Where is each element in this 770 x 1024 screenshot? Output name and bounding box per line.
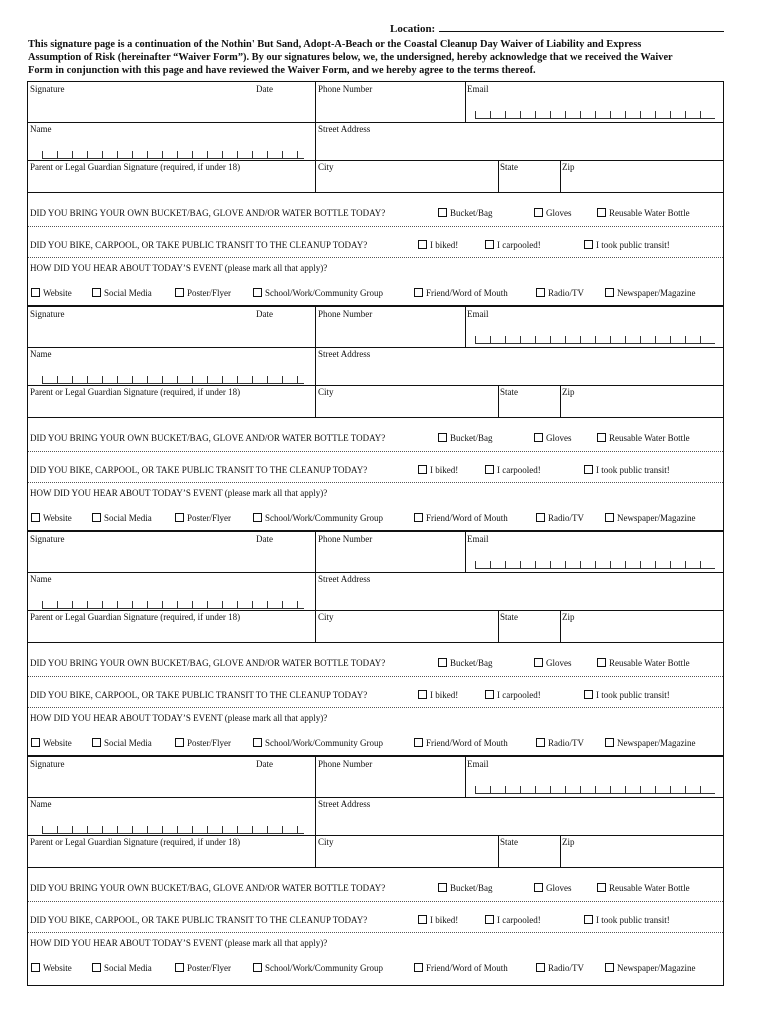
state-label: State	[500, 612, 518, 622]
state-label: State	[500, 387, 518, 397]
dotted-divider	[28, 676, 723, 677]
zip-divider	[560, 835, 561, 867]
checkbox[interactable]	[605, 513, 614, 522]
state-divider	[498, 610, 499, 642]
email-input[interactable]	[475, 336, 715, 344]
bucket-option[interactable]: Bucket/Bag	[438, 883, 493, 893]
transit-option[interactable]: I took public transit!	[584, 240, 670, 250]
state-divider	[498, 835, 499, 867]
name-input[interactable]	[42, 376, 304, 384]
carpooled-option[interactable]: I carpooled!	[485, 690, 541, 700]
row-divider	[28, 160, 723, 161]
gloves-option[interactable]: Gloves	[534, 658, 572, 668]
street-label: Street Address	[318, 799, 371, 809]
checkbox[interactable]	[414, 738, 423, 747]
row-divider	[28, 642, 723, 643]
name-input[interactable]	[42, 601, 304, 609]
newspaper-option[interactable]: Newspaper/Magazine	[605, 738, 695, 748]
date-label: Date	[256, 84, 273, 94]
checkbox[interactable]	[438, 883, 447, 892]
column-divider	[315, 757, 316, 867]
zip-label: Zip	[562, 387, 575, 397]
website-option[interactable]: Website	[31, 738, 72, 748]
school-work-option[interactable]: School/Work/Community Group	[253, 288, 383, 298]
poster-option[interactable]: Poster/Flyer	[175, 738, 231, 748]
dotted-divider	[28, 901, 723, 902]
guardian-label: Parent or Legal Guardian Signature (required, if under 18)	[30, 612, 241, 622]
carpooled-option[interactable]: I carpooled!	[485, 465, 541, 475]
bring-question: DID YOU BRING YOUR OWN BUCKET/BAG, GLOVE AND/OR WATER BOTTLE TODAY?	[30, 208, 386, 218]
street-label: Street Address	[318, 574, 371, 584]
water-bottle-option[interactable]: Reusable Water Bottle	[597, 208, 690, 218]
checkbox[interactable]	[92, 738, 101, 747]
transit-question: DID YOU BIKE, CARPOOL, OR TAKE PUBLIC TRANSIT TO THE CLEANUP TODAY?	[30, 240, 368, 250]
checkbox[interactable]	[597, 208, 606, 217]
school-work-option[interactable]: School/Work/Community Group	[253, 513, 383, 523]
radio-tv-option[interactable]: Radio/TV	[536, 738, 584, 748]
transit-option[interactable]: I took public transit!	[584, 690, 670, 700]
zip-label: Zip	[562, 837, 575, 847]
bring-question: DID YOU BRING YOUR OWN BUCKET/BAG, GLOVE AND/OR WATER BOTTLE TODAY?	[30, 658, 386, 668]
checkbox[interactable]	[485, 690, 494, 699]
checkbox[interactable]	[534, 658, 543, 667]
column-divider	[315, 307, 316, 417]
row-divider	[28, 610, 723, 611]
date-label: Date	[256, 309, 273, 319]
checkbox[interactable]	[485, 465, 494, 474]
location-label: Location:	[390, 23, 436, 35]
name-input[interactable]	[42, 826, 304, 834]
checkbox[interactable]	[536, 738, 545, 747]
school-work-option[interactable]: School/Work/Community Group	[253, 738, 383, 748]
poster-option[interactable]: Poster/Flyer	[175, 963, 231, 973]
city-label: City	[318, 162, 334, 172]
email-label: Email	[467, 84, 489, 94]
column-divider	[315, 82, 316, 192]
checkbox[interactable]	[536, 963, 545, 972]
checkbox[interactable]	[418, 240, 427, 249]
row-divider	[28, 385, 723, 386]
checkbox[interactable]	[175, 288, 184, 297]
dotted-divider	[28, 707, 723, 708]
state-divider	[498, 160, 499, 192]
row-divider	[28, 797, 723, 798]
name-input[interactable]	[42, 151, 304, 159]
biked-option[interactable]: I biked!	[418, 465, 458, 475]
water-bottle-option[interactable]: Reusable Water Bottle	[597, 883, 690, 893]
signature-label: Signature	[30, 309, 65, 319]
checkbox[interactable]	[536, 288, 545, 297]
newspaper-option[interactable]: Newspaper/Magazine	[605, 513, 695, 523]
checkbox[interactable]	[485, 240, 494, 249]
website-option[interactable]: Website	[31, 513, 72, 523]
transit-question: DID YOU BIKE, CARPOOL, OR TAKE PUBLIC TRANSIT TO THE CLEANUP TODAY?	[30, 915, 368, 925]
name-label: Name	[30, 799, 52, 809]
checkbox[interactable]	[31, 963, 40, 972]
email-divider	[465, 82, 466, 122]
email-input[interactable]	[475, 111, 715, 119]
carpooled-option[interactable]: I carpooled!	[485, 915, 541, 925]
row-divider	[28, 192, 723, 193]
signature-label: Signature	[30, 84, 65, 94]
bring-question: DID YOU BRING YOUR OWN BUCKET/BAG, GLOVE AND/OR WATER BOTTLE TODAY?	[30, 883, 386, 893]
street-label: Street Address	[318, 124, 371, 134]
checkbox[interactable]	[605, 963, 614, 972]
location-input-line[interactable]	[439, 21, 724, 32]
phone-label: Phone Number	[318, 534, 373, 544]
radio-tv-option[interactable]: Radio/TV	[536, 963, 584, 973]
guardian-label: Parent or Legal Guardian Signature (required, if under 18)	[30, 387, 241, 397]
checkbox[interactable]	[438, 208, 447, 217]
newspaper-option[interactable]: Newspaper/Magazine	[605, 288, 695, 298]
zip-label: Zip	[562, 162, 575, 172]
street-label: Street Address	[318, 349, 371, 359]
bucket-option[interactable]: Bucket/Bag	[438, 433, 493, 443]
email-label: Email	[467, 759, 489, 769]
poster-option[interactable]: Poster/Flyer	[175, 513, 231, 523]
state-divider	[498, 385, 499, 417]
checkbox[interactable]	[414, 513, 423, 522]
email-input[interactable]	[475, 786, 715, 794]
city-label: City	[318, 387, 334, 397]
intro-paragraph	[28, 38, 740, 77]
guardian-label: Parent or Legal Guardian Signature (required, if under 18)	[30, 837, 241, 847]
location-field	[390, 21, 724, 35]
signature-label: Signature	[30, 534, 65, 544]
column-divider	[315, 532, 316, 642]
intro-line-3: Form in conjunction with this page and have reviewed the Waiver Form, and we hereby agree to the terms thereof.	[28, 65, 536, 76]
social-media-option[interactable]: Social Media	[92, 738, 152, 748]
date-label: Date	[256, 534, 273, 544]
bring-question: DID YOU BRING YOUR OWN BUCKET/BAG, GLOVE AND/OR WATER BOTTLE TODAY?	[30, 433, 386, 443]
dotted-divider	[28, 226, 723, 227]
checkbox[interactable]	[253, 963, 262, 972]
phone-label: Phone Number	[318, 84, 373, 94]
row-divider	[28, 122, 723, 123]
social-media-option[interactable]: Social Media	[92, 288, 152, 298]
friend-option[interactable]: Friend/Word of Mouth	[414, 513, 508, 523]
row-divider	[28, 835, 723, 836]
intro-line-1: This signature page is a continuation of the Nothin' But Sand, Adopt-A-Beach or the Coastal Cleanup Day Waiver of Liability and Express	[28, 39, 642, 50]
guardian-label: Parent or Legal Guardian Signature (required, if under 18)	[30, 162, 241, 172]
biked-option[interactable]: I biked!	[418, 240, 458, 250]
transit-option[interactable]: I took public transit!	[584, 465, 670, 475]
checkbox[interactable]	[536, 513, 545, 522]
water-bottle-option[interactable]: Reusable Water Bottle	[597, 433, 690, 443]
signature-label: Signature	[30, 759, 65, 769]
carpooled-option[interactable]: I carpooled!	[485, 240, 541, 250]
city-label: City	[318, 837, 334, 847]
checkbox[interactable]	[584, 465, 593, 474]
dotted-divider	[28, 932, 723, 933]
dotted-divider	[28, 482, 723, 483]
signature-entry	[28, 757, 723, 985]
social-media-option[interactable]: Social Media	[92, 513, 152, 523]
transit-question: DID YOU BIKE, CARPOOL, OR TAKE PUBLIC TRANSIT TO THE CLEANUP TODAY?	[30, 690, 368, 700]
name-label: Name	[30, 574, 52, 584]
signature-entry	[28, 82, 723, 307]
checkbox[interactable]	[534, 883, 543, 892]
website-option[interactable]: Website	[31, 963, 72, 973]
gloves-option[interactable]: Gloves	[534, 208, 572, 218]
checkbox[interactable]	[605, 288, 614, 297]
bucket-option[interactable]: Bucket/Bag	[438, 658, 493, 668]
checkbox[interactable]	[175, 513, 184, 522]
state-label: State	[500, 837, 518, 847]
transit-question: DID YOU BIKE, CARPOOL, OR TAKE PUBLIC TRANSIT TO THE CLEANUP TODAY?	[30, 465, 368, 475]
friend-option[interactable]: Friend/Word of Mouth	[414, 963, 508, 973]
checkbox[interactable]	[31, 288, 40, 297]
checkbox[interactable]	[175, 738, 184, 747]
checkbox[interactable]	[584, 240, 593, 249]
email-label: Email	[467, 534, 489, 544]
signature-form	[27, 81, 724, 986]
friend-option[interactable]: Friend/Word of Mouth	[414, 738, 508, 748]
hear-question: HOW DID YOU HEAR ABOUT TODAY’S EVENT (please mark all that apply)?	[30, 263, 328, 273]
checkbox[interactable]	[485, 915, 494, 924]
checkbox[interactable]	[92, 963, 101, 972]
checkbox[interactable]	[418, 690, 427, 699]
poster-option[interactable]: Poster/Flyer	[175, 288, 231, 298]
checkbox[interactable]	[534, 433, 543, 442]
email-divider	[465, 757, 466, 797]
dotted-divider	[28, 451, 723, 452]
checkbox[interactable]	[175, 963, 184, 972]
website-option[interactable]: Website	[31, 288, 72, 298]
checkbox[interactable]	[92, 288, 101, 297]
name-label: Name	[30, 124, 52, 134]
hear-question: HOW DID YOU HEAR ABOUT TODAY’S EVENT (please mark all that apply)?	[30, 713, 328, 723]
biked-option[interactable]: I biked!	[418, 690, 458, 700]
checkbox[interactable]	[605, 738, 614, 747]
checkbox[interactable]	[418, 465, 427, 474]
checkbox[interactable]	[584, 915, 593, 924]
checkbox[interactable]	[534, 208, 543, 217]
checkbox[interactable]	[597, 883, 606, 892]
city-label: City	[318, 612, 334, 622]
row-divider	[28, 347, 723, 348]
checkbox[interactable]	[414, 288, 423, 297]
email-divider	[465, 532, 466, 572]
gloves-option[interactable]: Gloves	[534, 883, 572, 893]
checkbox[interactable]	[418, 915, 427, 924]
intro-line-2: Assumption of Risk (hereinafter “Waiver Form”). By our signatures below, we, the undersigned, hereby acknowledge that we received the Waiver	[28, 52, 673, 63]
transit-option[interactable]: I took public transit!	[584, 915, 670, 925]
email-label: Email	[467, 309, 489, 319]
checkbox[interactable]	[92, 513, 101, 522]
email-input[interactable]	[475, 561, 715, 569]
water-bottle-option[interactable]: Reusable Water Bottle	[597, 658, 690, 668]
hear-question: HOW DID YOU HEAR ABOUT TODAY’S EVENT (please mark all that apply)?	[30, 488, 328, 498]
row-divider	[28, 572, 723, 573]
school-work-option[interactable]: School/Work/Community Group	[253, 963, 383, 973]
row-divider	[28, 417, 723, 418]
zip-divider	[560, 160, 561, 192]
dotted-divider	[28, 257, 723, 258]
social-media-option[interactable]: Social Media	[92, 963, 152, 973]
checkbox[interactable]	[584, 690, 593, 699]
checkbox[interactable]	[253, 513, 262, 522]
zip-label: Zip	[562, 612, 575, 622]
date-label: Date	[256, 759, 273, 769]
checkbox[interactable]	[597, 433, 606, 442]
checkbox[interactable]	[414, 963, 423, 972]
checkbox[interactable]	[253, 288, 262, 297]
phone-label: Phone Number	[318, 309, 373, 319]
hear-question: HOW DID YOU HEAR ABOUT TODAY’S EVENT (please mark all that apply)?	[30, 938, 328, 948]
state-label: State	[500, 162, 518, 172]
signature-entry	[28, 307, 723, 532]
friend-option[interactable]: Friend/Word of Mouth	[414, 288, 508, 298]
phone-label: Phone Number	[318, 759, 373, 769]
row-divider	[28, 867, 723, 868]
radio-tv-option[interactable]: Radio/TV	[536, 288, 584, 298]
zip-divider	[560, 385, 561, 417]
checkbox[interactable]	[253, 738, 262, 747]
zip-divider	[560, 610, 561, 642]
bucket-option[interactable]: Bucket/Bag	[438, 208, 493, 218]
gloves-option[interactable]: Gloves	[534, 433, 572, 443]
checkbox[interactable]	[31, 738, 40, 747]
radio-tv-option[interactable]: Radio/TV	[536, 513, 584, 523]
newspaper-option[interactable]: Newspaper/Magazine	[605, 963, 695, 973]
signature-entry	[28, 532, 723, 757]
checkbox[interactable]	[438, 658, 447, 667]
checkbox[interactable]	[31, 513, 40, 522]
checkbox[interactable]	[438, 433, 447, 442]
biked-option[interactable]: I biked!	[418, 915, 458, 925]
checkbox[interactable]	[597, 658, 606, 667]
email-divider	[465, 307, 466, 347]
name-label: Name	[30, 349, 52, 359]
